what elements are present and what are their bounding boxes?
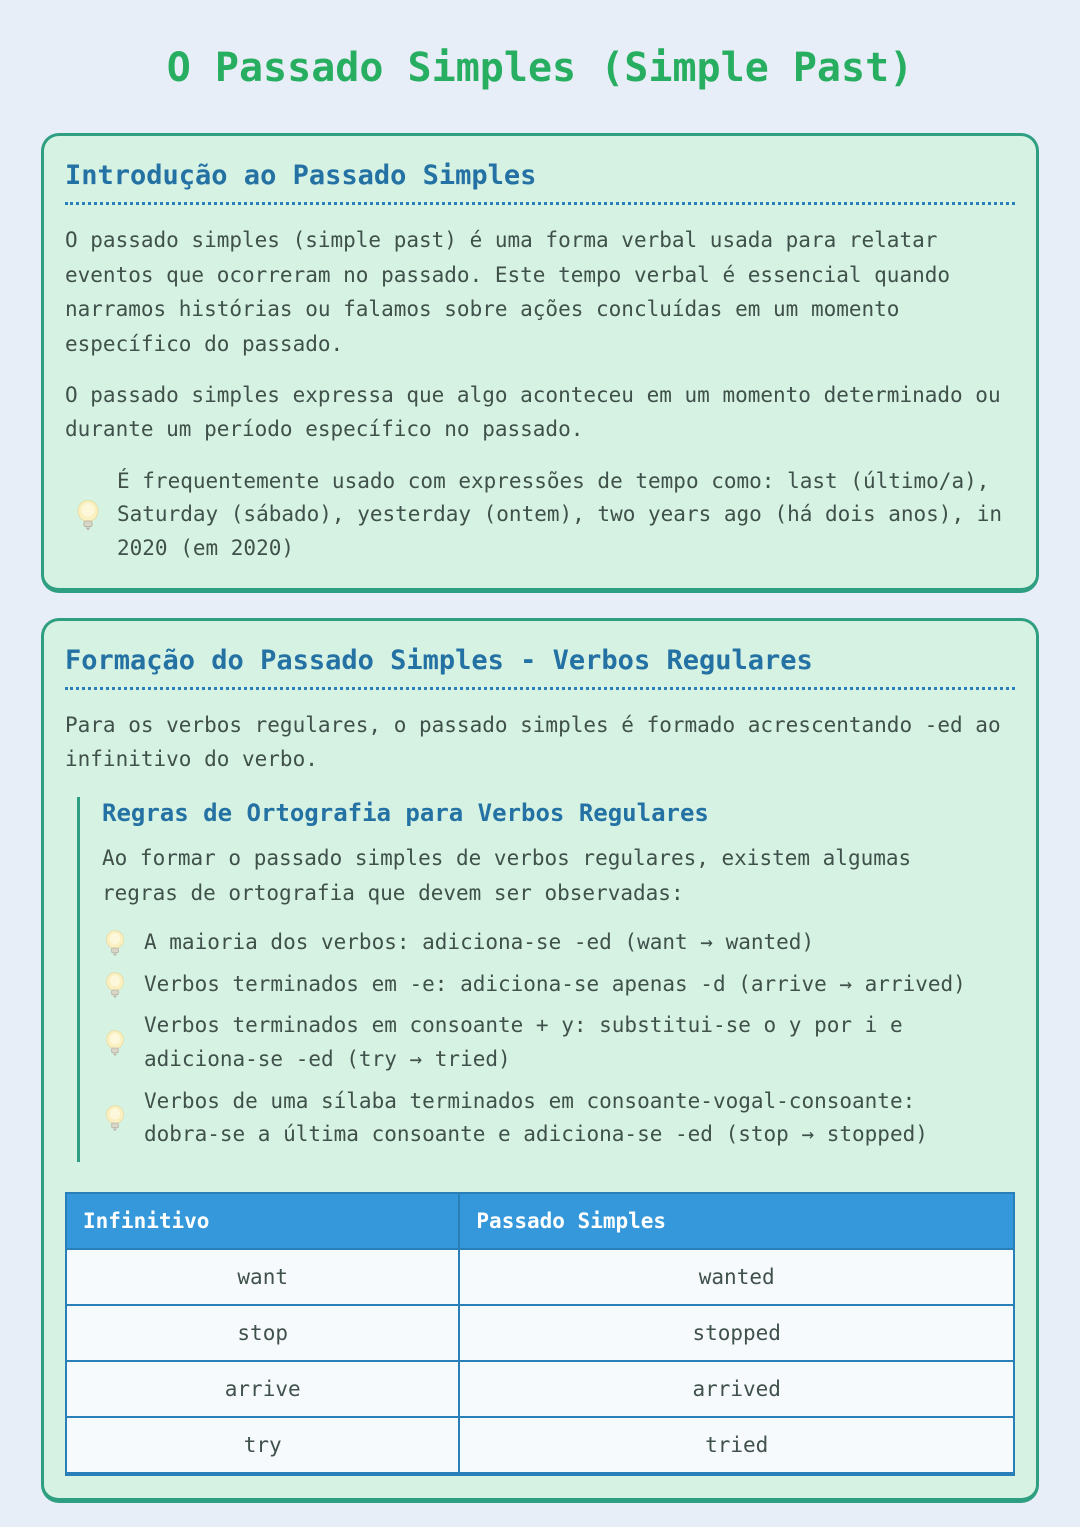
- section-introducao: [41, 133, 1039, 593]
- column-header-passado-simples: Passado Simples: [459, 1193, 1014, 1249]
- lightbulb-icon: [102, 1029, 128, 1057]
- tip-text: É frequentemente usado com expressões de tempo como: last (último/a), Saturday (sábado), yesterday (ontem), two years ago (há dois anos), in 2020 (em 2020): [117, 468, 1003, 561]
- rule-item: [102, 968, 999, 1002]
- rule-item: [102, 1009, 999, 1076]
- cell-past: stopped: [459, 1305, 1014, 1361]
- lightbulb-icon: [102, 929, 128, 957]
- verbs-table: [65, 1192, 1015, 1476]
- cell-past: tried: [459, 1417, 1014, 1474]
- section-formacao-heading: Formação do Passado Simples - Verbos Regulares: [65, 645, 1015, 690]
- cell-infinitive: arrive: [66, 1361, 459, 1417]
- intro-paragraph-1: O passado simples (simple past) é uma forma verbal usada para relatar eventos que ocorreram no passado. Este tempo verbal é essencial quando narramos histórias ou falamos sobre ações concluídas em um momento específico do passado.: [65, 228, 951, 356]
- cell-infinitive: want: [66, 1249, 459, 1305]
- subsection-regras: [77, 797, 1015, 1162]
- rule-text: A maioria dos verbos: adiciona-se -ed (want → wanted): [144, 930, 815, 955]
- subsection-regras-heading: Regras de Ortografia para Verbos Regulares: [102, 798, 709, 827]
- rule-item: [102, 1085, 999, 1152]
- cell-infinitive: stop: [66, 1305, 459, 1361]
- cell-infinitive: try: [66, 1417, 459, 1474]
- lightbulb-icon: [102, 971, 128, 999]
- intro-paragraph-2: O passado simples expressa que algo aconteceu em um momento determinado ou durante um período específico no passado.: [65, 382, 1001, 442]
- formacao-intro: Para os verbos regulares, o passado simples é formado acrescentando -ed ao infinitivo do verbo.: [65, 712, 1001, 772]
- tip-time-expressions: [65, 463, 1015, 566]
- rule-text: Verbos terminados em consoante + y: substitui-se o y por i e adiciona-se -ed (try → tried): [144, 1013, 903, 1071]
- cell-past: wanted: [459, 1249, 1014, 1305]
- rule-text: Verbos de uma sílaba terminados em consoante-vogal-consoante: dobra-se a última consoante e adiciona-se -ed (stop → stopped): [144, 1088, 928, 1147]
- rule-text: Verbos terminados em -e: adiciona-se apenas -d (arrive → arrived): [144, 971, 966, 996]
- column-header-infinitivo: Infinitivo: [66, 1193, 459, 1249]
- section-formacao: [41, 618, 1039, 1503]
- regras-intro: Ao formar o passado simples de verbos regulares, existem algumas regras de ortografia que devem ser observadas:: [102, 845, 912, 905]
- rule-item: [102, 926, 999, 960]
- cell-past: arrived: [459, 1361, 1014, 1417]
- lightbulb-icon: [75, 499, 101, 531]
- table-row: [66, 1361, 1014, 1417]
- page-title: O Passado Simples (Simple Past): [166, 45, 914, 91]
- lightbulb-icon: [102, 1104, 128, 1132]
- table-row: [66, 1305, 1014, 1361]
- section-introducao-heading: Introdução ao Passado Simples: [65, 160, 1015, 205]
- table-row: [66, 1417, 1014, 1474]
- verbs-table-header-row: [66, 1193, 1014, 1249]
- spelling-rules-list: [102, 926, 999, 1152]
- table-row: [66, 1249, 1014, 1305]
